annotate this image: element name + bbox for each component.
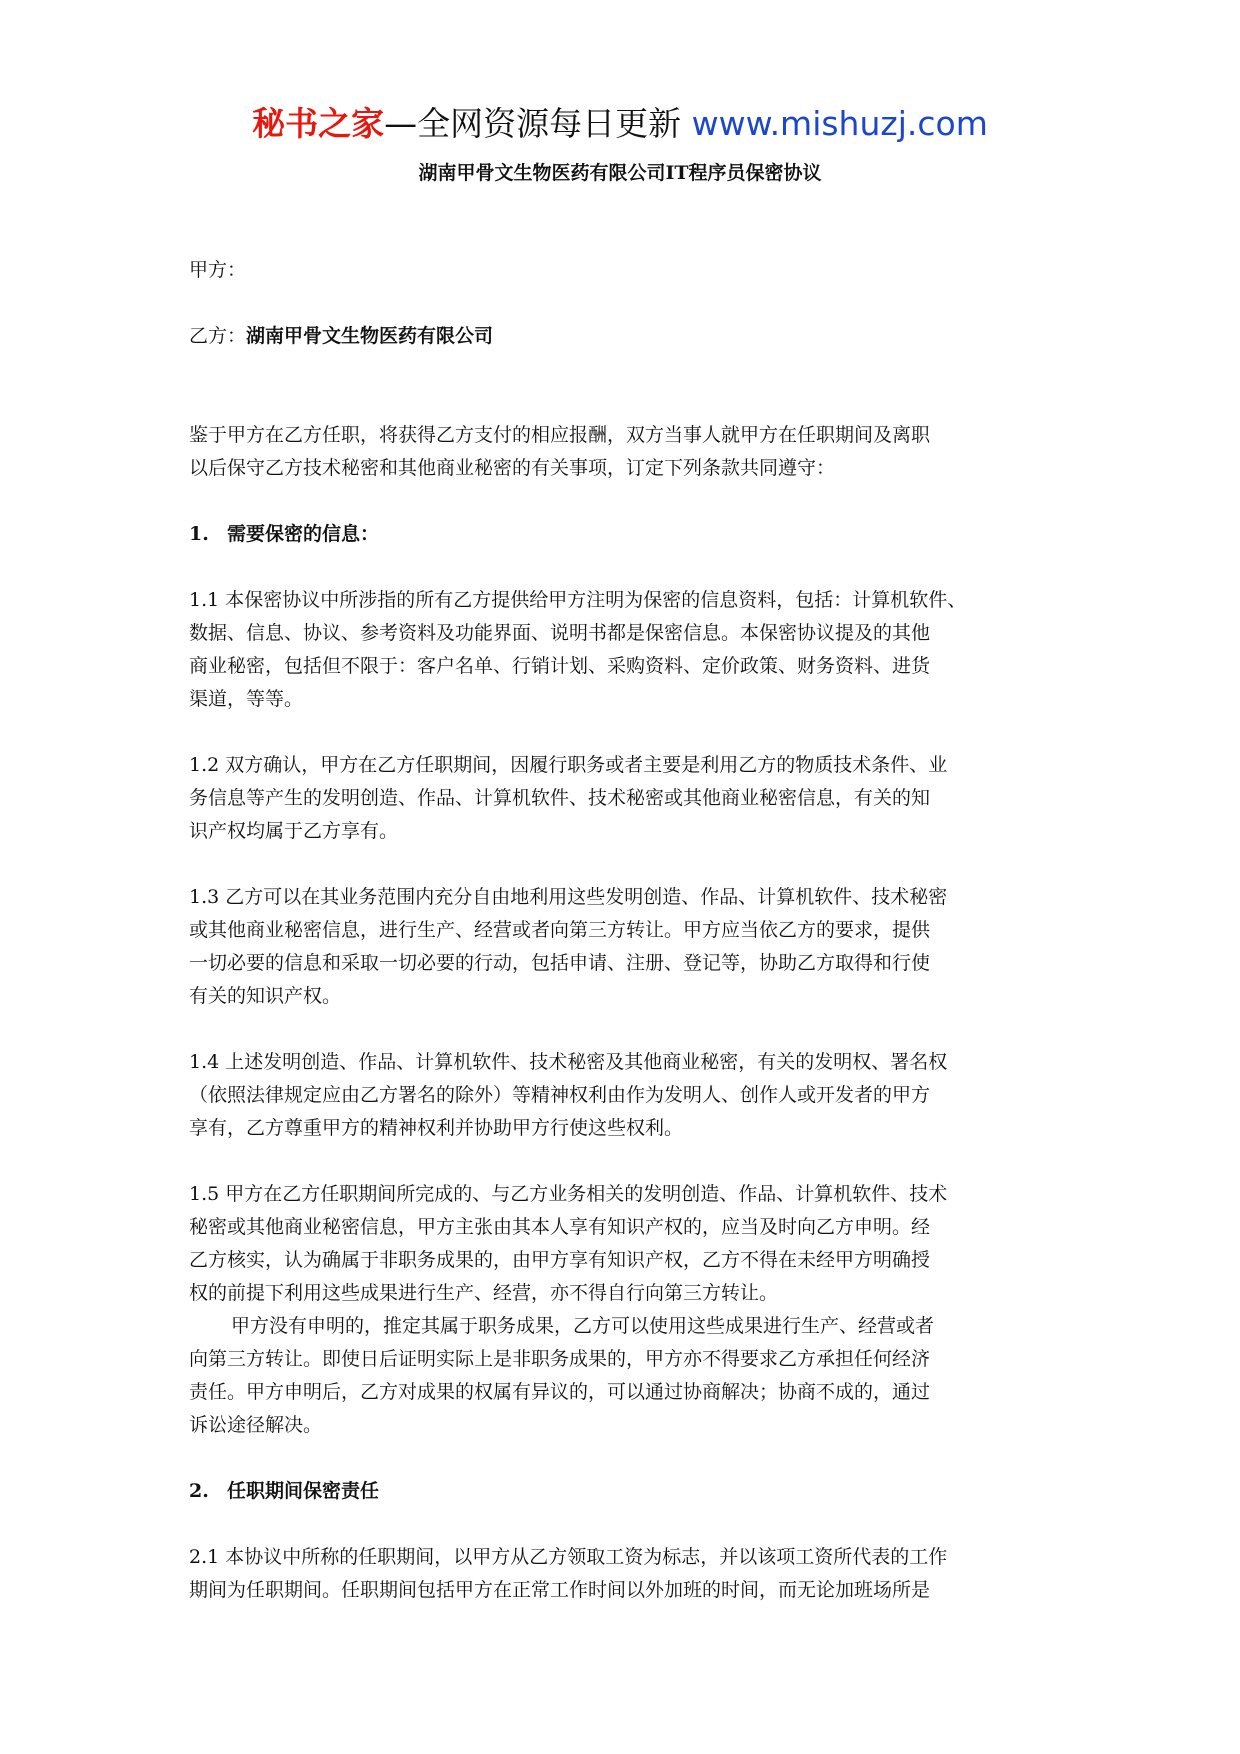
site-banner <box>0 98 1240 150</box>
text-line: 诉讼途径解决。 <box>189 1414 323 1436</box>
section-1-heading <box>189 518 1051 551</box>
document-title: 湖南甲骨文生物医药有限公司IT程序员保密协议 <box>418 162 822 184</box>
text-line: 渠道，等等。 <box>189 688 304 710</box>
text-line: 秘密或其他商业秘密信息，甲方主张由其本人享有知识产权的，应当及时向乙方申明。经 <box>189 1216 931 1238</box>
text-line: （依照法律规定应由乙方署名的除外）等精神权利由作为发明人、创作人或开发者的甲方 <box>189 1084 931 1106</box>
clause-1-1 <box>189 584 1051 716</box>
text-line: 甲方没有申明的，推定其属于职务成果，乙方可以使用这些成果进行生产、经营或者 <box>231 1315 935 1337</box>
text-line: 享有，乙方尊重甲方的精神权利并协助甲方行使这些权利。 <box>189 1117 684 1139</box>
text-line: 或其他商业秘密信息，进行生产、经营或者向第三方转让。甲方应当依乙方的要求，提供 <box>189 919 931 941</box>
text-line: 有关的知识产权。 <box>189 985 342 1007</box>
text-line: 鉴于甲方在乙方任职，将获得乙方支付的相应报酬，双方当事人就甲方在任职期间及离职 <box>189 424 931 446</box>
party-b-line <box>189 320 1051 353</box>
text-line: 数据、信息、协议、参考资料及功能界面、说明书都是保密信息。本保密协议提及的其他 <box>189 622 931 644</box>
text-line: 1.4 上述发明创造、作品、计算机软件、技术秘密及其他商业秘密，有关的发明权、署名权 <box>189 1051 948 1073</box>
section-2-heading <box>189 1475 1051 1508</box>
text-line: 商业秘密，包括但不限于：客户名单、行销计划、采购资料、定价政策、财务资料、进货 <box>189 655 931 677</box>
clause-1-4 <box>189 1046 1051 1145</box>
text-line: 期间为任职期间。任职期间包括甲方在正常工作时间以外加班的时间，而无论加班场所是 <box>189 1579 931 1601</box>
banner-slogan: —全网资源每日更新 <box>384 104 692 143</box>
text-line: 责任。甲方申明后，乙方对成果的权属有异议的，可以通过协商解决；协商不成的，通过 <box>189 1381 931 1403</box>
text-line: 识产权均属于乙方享有。 <box>189 820 399 842</box>
clause-1-3 <box>189 881 1051 1013</box>
clause-2-1 <box>189 1541 1051 1607</box>
party-a-label: 甲方： <box>189 259 247 281</box>
text-line: 一切必要的信息和采取一切必要的行动，包括申请、注册、登记等，协助乙方取得和行使 <box>189 952 931 974</box>
text-line: 务信息等产生的发明创造、作品、计算机软件、技术秘密或其他商业秘密信息，有关的知 <box>189 787 931 809</box>
text-line: 权的前提下利用这些成果进行生产、经营，亦不得自行向第三方转让。 <box>189 1282 779 1304</box>
section-number: 1. <box>189 523 209 545</box>
text-line: 1.1 本保密协议中所涉指的所有乙方提供给甲方注明为保密的信息资料，包括：计算机软件、 <box>189 589 967 611</box>
text-line: 2.1 本协议中所称的任职期间，以甲方从乙方领取工资为标志，并以该项工资所代表的工作 <box>189 1546 948 1568</box>
text-line: 向第三方转让。即使日后证明实际上是非职务成果的，甲方亦不得要求乙方承担任何经济 <box>189 1348 931 1370</box>
document-body <box>189 254 1051 1607</box>
text-line: 以后保守乙方技术秘密和其他商业秘密的有关事项，订定下列条款共同遵守： <box>189 457 836 479</box>
text-line: 1.5 甲方在乙方任职期间所完成的、与乙方业务相关的发明创造、作品、计算机软件、技术 <box>189 1183 948 1205</box>
clause-1-5 <box>189 1178 1051 1442</box>
section-number: 2. <box>189 1480 209 1502</box>
clause-1-2 <box>189 749 1051 848</box>
party-b-name: 湖南甲骨文生物医药有限公司 <box>246 325 494 347</box>
preamble-paragraph <box>189 419 1051 485</box>
brand-name: 秘书之家 <box>252 104 385 143</box>
site-url-link[interactable]: www.mishuzj.com <box>691 104 988 143</box>
section-title: 任职期间保密责任 <box>227 1480 380 1502</box>
section-title: 需要保密的信息： <box>227 523 380 545</box>
text-line: 乙方核实，认为确属于非职务成果的，由甲方享有知识产权，乙方不得在未经甲方明确授 <box>189 1249 931 1271</box>
text-line: 1.3 乙方可以在其业务范围内充分自由地利用这些发明创造、作品、计算机软件、技术秘密 <box>189 886 948 908</box>
text-line: 1.2 双方确认，甲方在乙方任职期间，因履行职务或者主要是利用乙方的物质技术条件、业 <box>189 754 948 776</box>
party-b-label: 乙方： <box>189 325 247 347</box>
